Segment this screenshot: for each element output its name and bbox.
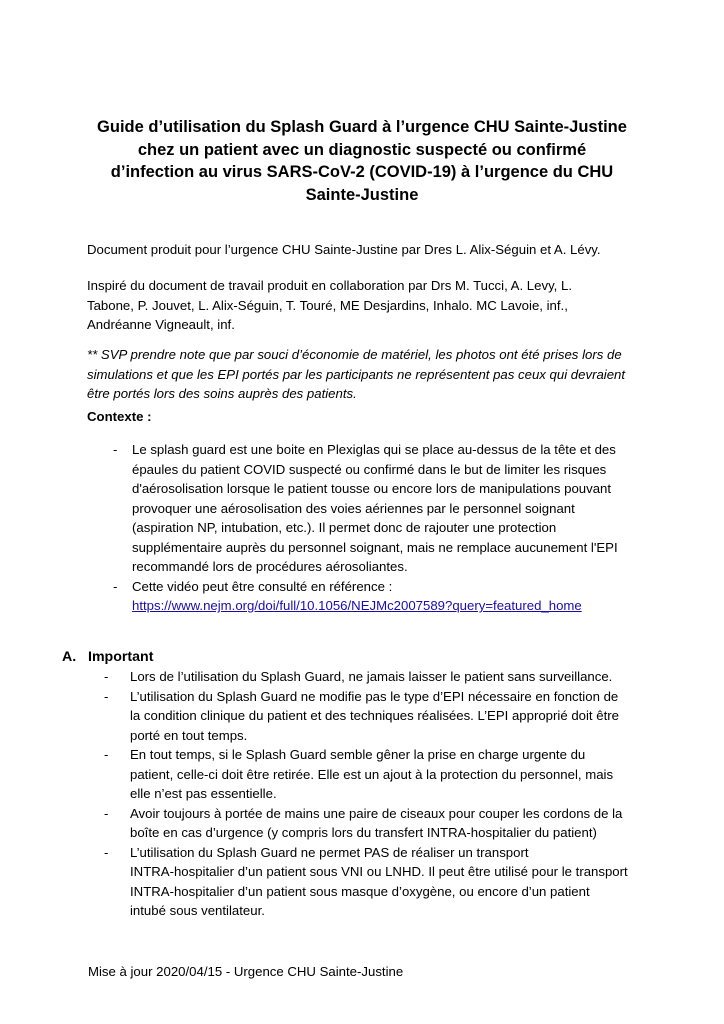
list-item-line: Le splash guard est une boite en Plexiglas qui se place au-dessus de la tête et des <box>132 442 616 457</box>
list-item-line: provoquer une aérosolisation des voies aériennes par le personnel soignant <box>132 500 575 516</box>
inspired-paragraph <box>87 276 642 335</box>
list-item <box>104 843 628 921</box>
page-footer: Mise à jour 2020/04/15 - Urgence CHU Sainte-Justine <box>88 964 404 979</box>
list-item-line: En tout temps, si le Splash Guard semble gêner la prise en charge urgente du <box>130 747 586 762</box>
list-item <box>104 687 628 746</box>
note-line: simulations et que les EPI portés par les participants ne représentent pas ceux qui devraient <box>87 366 626 382</box>
inspired-line: Inspiré du document de travail produit en collaboration par Drs M. Tucci, A. Levy, L. <box>87 278 573 293</box>
context-heading <box>87 407 642 427</box>
dash-bullet: - <box>104 669 109 684</box>
list-item-line: recommandé lors de procédures aérosoliantes. <box>132 559 408 574</box>
list-item-line: INTRA-hospitalier d’un patient sous masque d’oxygène, ou encore d’un patient <box>130 883 590 899</box>
section-letter: A. <box>62 649 77 665</box>
produced-by-paragraph <box>87 240 642 260</box>
title-line: d’infection au virus SARS-CoV-2 (COVID-19) à l’urgence du CHU <box>110 163 614 181</box>
list-item-line: Lors de l’utilisation du Splash Guard, ne jamais laisser le patient sans surveillance. <box>130 669 613 684</box>
list-item-line: porté en tout temps. <box>130 727 248 743</box>
dash-bullet: - <box>104 844 109 860</box>
dash-bullet: - <box>104 805 109 821</box>
context-heading-text: Contexte : <box>87 409 152 424</box>
list-item-line: boîte en cas d’urgence (y compris lors du transfert INTRA-hospitalier du patient) <box>130 825 597 840</box>
nejm-video-link[interactable]: https://www.nejm.org/doi/full/10.1056/NEJMc2007589?query=featured_home <box>132 598 582 613</box>
list-item <box>113 440 618 577</box>
section-a-heading <box>62 647 153 667</box>
dash-bullet: - <box>104 747 109 762</box>
list-item-line: la condition clinique du patient et des techniques réalisées. L’EPI approprié doit être <box>130 708 619 723</box>
note-line: être portés lors des soins auprès des patients. <box>87 386 357 401</box>
inspired-line: Andréanne Vigneault, inf. <box>87 317 235 332</box>
inspired-line: Tabone, P. Jouvet, L. Alix-Séguin, T. Touré, ME Desjardins, Inhalo. MC Lavoie, inf., <box>87 297 568 313</box>
list-item <box>104 745 628 804</box>
list-item-line: patient, celle-ci doit être retirée. Elle est un ajout à la protection du personnel, mais <box>130 766 614 782</box>
context-list <box>113 440 618 616</box>
list-item-line: épaules du patient COVID suspecté ou confirmé dans le but de limiter les risques <box>132 461 607 477</box>
title-line: chez un patient avec un diagnostic suspecté ou confirmé <box>137 140 587 159</box>
title-line: Guide d’utilisation du Splash Guard à l’urgence CHU Sainte-Justine <box>97 118 627 136</box>
note-line: ** SVP prendre note que par souci d’économie de matériel, les photos ont été prises lors de <box>87 347 622 362</box>
list-item-line: supplémentaire auprès du personnel soignant, mais ne remplace aucunement l'EPI <box>132 539 618 555</box>
list-item-line: L’utilisation du Splash Guard ne permet PAS de réaliser un transport <box>130 844 529 860</box>
list-item-line: L’utilisation du Splash Guard ne modifie pas le type d’EPI nécessaire en fonction de <box>130 688 619 704</box>
title-line: Sainte-Justine <box>305 185 419 204</box>
important-list <box>104 667 628 921</box>
list-item-line: (aspiration NP, intubation, etc.). Il permet donc de rajouter une protection <box>132 520 557 535</box>
photo-note-paragraph <box>87 345 642 404</box>
list-item-line: INTRA-hospitalier d’un patient sous VNI ou LNHD. Il peut être utilisé pour le transport <box>130 864 628 879</box>
list-item-line: Avoir toujours à portée de mains une paire de ciseaux pour couper les cordons de la <box>130 805 623 821</box>
document-title <box>90 116 634 206</box>
list-item-line: intubé sous ventilateur. <box>130 903 265 918</box>
list-item-line: d'aérosolisation lorsque le patient tousse ou encore lors de manipulations pouvant <box>132 481 612 496</box>
list-item <box>113 577 618 616</box>
list-item <box>104 667 628 687</box>
dash-bullet: - <box>104 688 109 704</box>
list-item-line: Cette vidéo peut être consulté en référence : <box>132 578 393 594</box>
produced-by-text: Document produit pour l’urgence CHU Sainte-Justine par Dres L. Alix-Séguin et A. Lévy. <box>87 242 601 257</box>
section-title: Important <box>88 649 154 665</box>
dash-bullet: - <box>113 578 118 594</box>
list-item-line: elle n’est pas essentielle. <box>130 786 277 801</box>
list-item <box>104 804 628 843</box>
dash-bullet: - <box>113 442 118 457</box>
